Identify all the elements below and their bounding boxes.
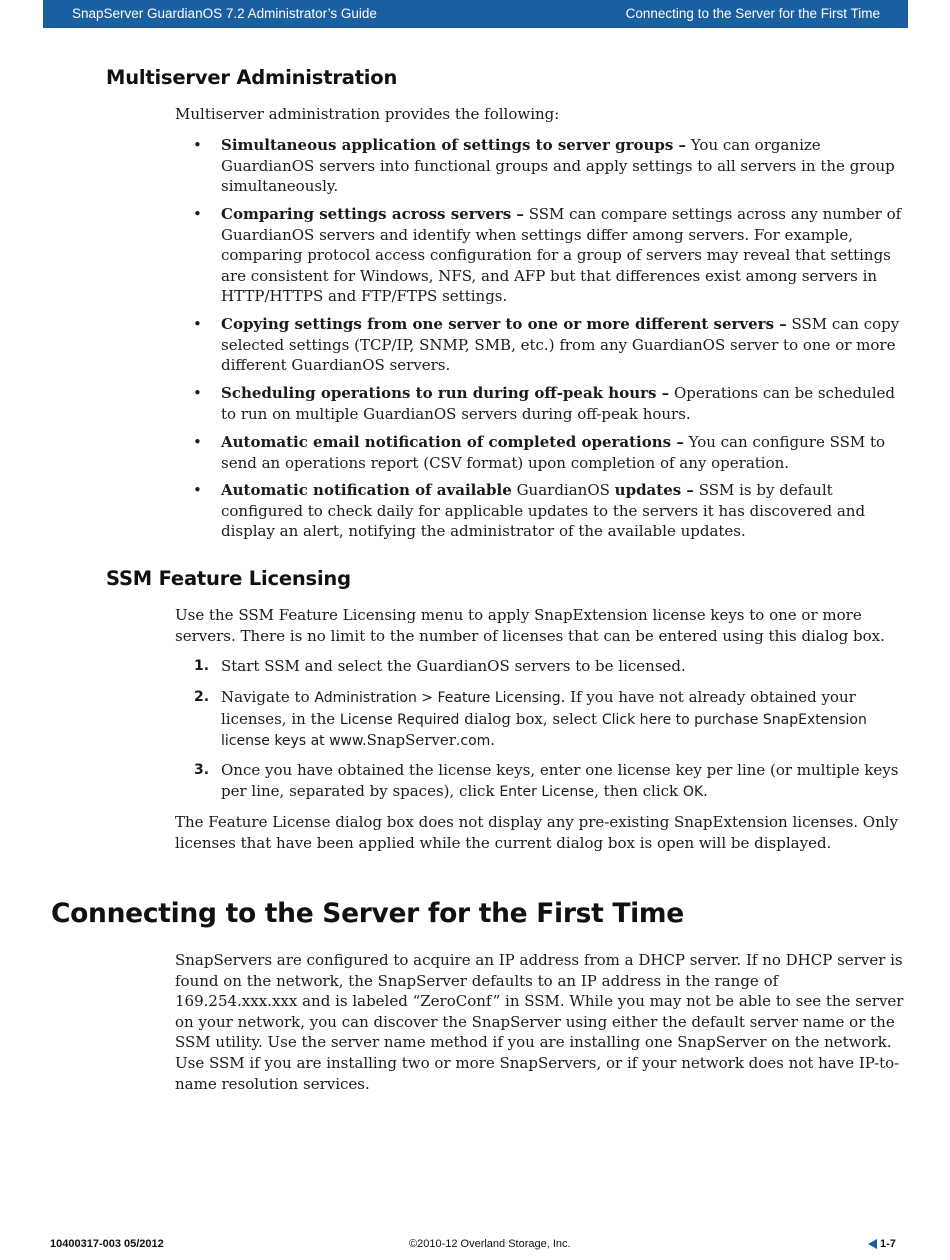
step-text: Start SSM and select the GuardianOS servers to be licensed. <box>221 657 686 675</box>
purchase-link-tld: .com <box>455 733 491 750</box>
item-text: SSM can compare settings across any number of GuardianOS servers and identify when settings differ among servers. For example, comparing protocol access configuration for a group of servers may reveal that settings are consistent for Windows, NFS, and AFP but that differences exist among servers in HTTP/HTTPS and FTP/FTPS settings. <box>221 205 902 306</box>
list-item <box>175 687 905 752</box>
item-text: SSM is by default configured to check daily for applicable updates to the servers it has discovered and display an alert, notifying the administrator of the available updates. <box>221 481 866 541</box>
step-text: dialog box, select <box>459 709 602 728</box>
list-item <box>175 204 905 307</box>
step-text: . <box>490 731 496 750</box>
page-arrow-icon <box>868 1239 877 1249</box>
multiserver-intro: Multiserver administration provides the following: <box>175 105 560 123</box>
heading-multiserver-administration: Multiserver Administration <box>106 66 398 89</box>
bullet: • <box>193 315 202 333</box>
step-text: . <box>703 781 708 800</box>
item-term: Automatic email notification of completed operations – <box>221 433 684 451</box>
bullet: • <box>193 205 202 223</box>
purchase-link-text: Click here to purchase SnapExtension license keys at www. <box>221 711 867 750</box>
list-item <box>175 760 905 802</box>
list-item <box>175 480 905 542</box>
purchase-link-domain: SnapServer <box>366 731 456 750</box>
bullet: • <box>193 384 202 402</box>
footer-doc-number: 10400317-003 05/2012 <box>50 1238 164 1250</box>
button-name-enter-license: Enter License <box>499 783 595 800</box>
item-text: You can configure SSM to send an operations report (CSV format) upon completion of any operation. <box>221 433 886 472</box>
item-text-mid: GuardianOS <box>511 481 615 499</box>
item-text: You can organize GuardianOS servers into functional groups and apply settings to all servers in the group simultaneously. <box>221 136 895 196</box>
item-term: Copying settings from one server to one or more different servers – <box>221 315 787 333</box>
list-item <box>175 432 905 473</box>
heading-connecting-first-time: Connecting to the Server for the First Time <box>51 898 684 929</box>
item-term: Comparing settings across servers – <box>221 205 524 223</box>
footer-copyright: ©2010-12 Overland Storage, Inc. <box>409 1238 571 1250</box>
step-number: 2. <box>194 689 210 705</box>
item-text: SSM can copy selected settings (TCP/IP, SNMP, SMB, etc.) from any GuardianOS server to one or more different GuardianOS servers. <box>221 315 900 375</box>
step-number: 1. <box>194 658 210 674</box>
heading-ssm-feature-licensing: SSM Feature Licensing <box>106 567 351 590</box>
header-guide-title: SnapServer GuardianOS 7.2 Administrator’s Guide <box>72 5 377 21</box>
list-item <box>175 656 905 677</box>
dialog-name: License Required <box>339 711 460 728</box>
running-header <box>43 0 908 28</box>
menu-path: Administration > Feature Licensing <box>314 690 561 706</box>
bullet: • <box>193 481 202 499</box>
bullet: • <box>193 136 202 154</box>
step-text: Navigate to <box>221 688 315 706</box>
list-item <box>175 383 905 424</box>
step-text: Once you have obtained the license keys, enter one license key per line (or multiple keys per line, separated by spaces), click <box>221 761 899 800</box>
page-number: 1-7 <box>880 1238 896 1250</box>
connecting-body: SnapServers are configured to acquire an IP address from a DHCP server. If no DHCP server is found on the network, the SnapServer defaults to an IP address in the range of 169.254.xxx.xxx and is labeled “ZeroConf” in SSM. While you may not be able to see the server on your network, you can discover the SnapServer using either the default server name or the SSM utility. Use the server name method if you are installing one SnapServer on the network. Use SSM if you are installing two or more SnapServers, or if your network does not have IP-to-name resolution services. <box>175 951 904 1093</box>
item-term: Simultaneous application of settings to server groups – <box>221 136 687 154</box>
licensing-intro: Use the SSM Feature Licensing menu to apply SnapExtension license keys to one or more servers. There is no limit to the number of licenses that can be entered using this dialog box. <box>175 606 885 645</box>
bullet: • <box>193 433 202 451</box>
step-text: . If you have not already obtained your licenses, in the <box>221 688 856 728</box>
item-term: Automatic notification of available <box>221 481 512 499</box>
item-term: Scheduling operations to run during off-peak hours – <box>221 384 670 402</box>
list-item <box>175 314 905 376</box>
button-name-ok: OK <box>682 783 704 800</box>
footer-page <box>868 1238 896 1250</box>
licensing-note: The Feature License dialog box does not display any pre-existing SnapExtension licenses. Only licenses that have been applied while the current dialog box is open will be displayed. <box>175 813 899 852</box>
item-term-tail: updates – <box>614 481 694 499</box>
header-chapter-title: Connecting to the Server for the First Time <box>625 5 880 21</box>
list-item <box>175 135 905 197</box>
step-number: 3. <box>194 762 210 778</box>
step-text: , then click <box>594 781 683 800</box>
item-text: Operations can be scheduled to run on multiple GuardianOS servers during off-peak hours. <box>221 384 896 423</box>
